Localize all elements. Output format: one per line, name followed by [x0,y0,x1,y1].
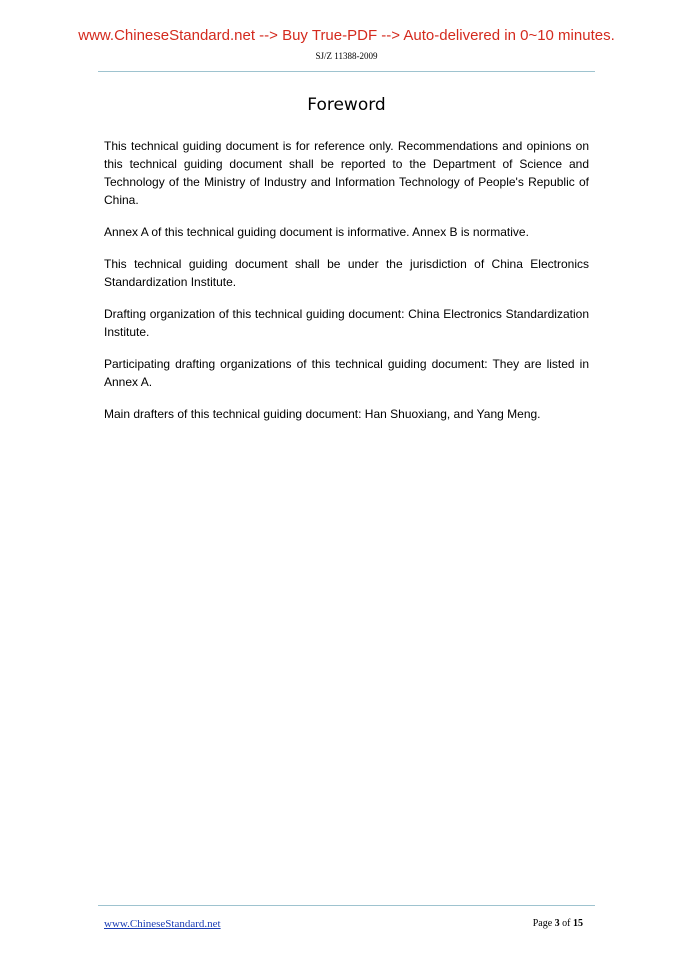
header-divider [98,71,595,72]
footer-website-link[interactable]: www.ChineseStandard.net [104,918,221,930]
page-number [533,917,583,931]
paragraph-reference: This technical guiding document is for reference only. Recommendations and opinions on this technical guiding document shall be reported to the Department of Science and Technology of the Ministry of Industry and Information Technology of People's Republic of China. [104,139,589,207]
foreword-body [104,137,589,437]
promo-banner[interactable]: www.ChineseStandard.net --> Buy True-PDF --> Auto-delivered in 0~10 minutes. [78,27,615,44]
page-of: of [559,918,573,929]
page-prefix: Page [532,918,555,929]
page-title: Foreword [307,95,386,115]
page-total: 15 [573,918,583,929]
paragraph-main-drafters: Main drafters of this technical guiding document: Han Shuoxiang, and Yang Meng. [104,407,541,421]
paragraph-drafting-organization: Drafting organization of this technical guiding document: China Electronics Standardization Institute. [104,307,589,339]
paragraph-jurisdiction: This technical guiding document shall be under the jurisdiction of China Electronics Standardization Institute. [104,257,589,289]
paragraph-annex: Annex A of this technical guiding document is informative. Annex B is normative. [104,225,529,239]
page-current: 3 [554,918,560,929]
document-code: SJ/Z 11388-2009 [315,51,378,61]
paragraph-participating-organizations: Participating drafting organizations of this technical guiding document: They are listed in Annex A. [104,357,589,389]
footer-divider [98,905,595,906]
